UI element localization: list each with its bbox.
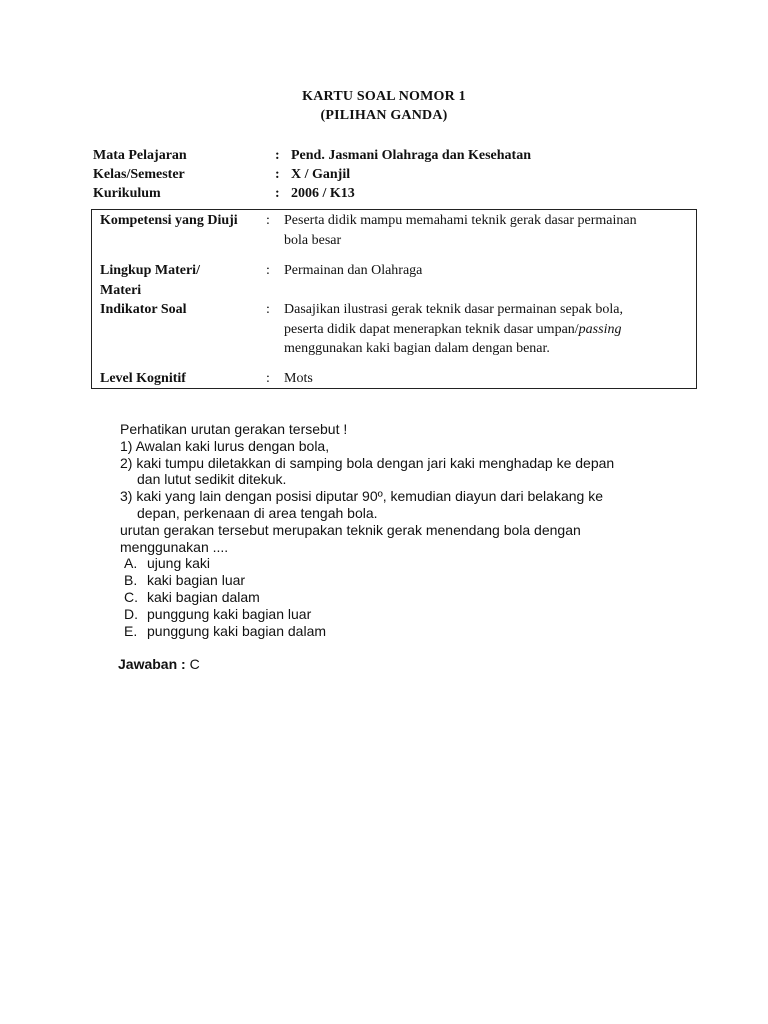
option-c: [120, 589, 680, 606]
meta-value: X / Ganjil: [291, 167, 351, 182]
level-value: Mots: [284, 371, 313, 386]
meta-label: Mata Pelajaran: [93, 148, 187, 163]
meta-value: Pend. Jasmani Olahraga dan Kesehatan: [291, 148, 531, 163]
question-stem: urutan gerakan tersebut merupakan teknik gerak menendang bola dengan: [120, 521, 581, 538]
meta-label: Kelas/Semester: [93, 167, 185, 182]
option-text: punggung kaki bagian dalam: [147, 622, 327, 639]
level-label: Level Kognitif: [100, 371, 186, 386]
answer-value: C: [189, 656, 200, 672]
question-step-2-cont: dan lutut sedikit ditekuk.: [137, 471, 287, 488]
option-a: [120, 555, 680, 572]
question-step-2: 2) kaki tumpu diletakkan di samping bola dengan jari kaki menghadap ke depan: [120, 454, 615, 471]
option-text: kaki bagian dalam: [147, 588, 260, 605]
kompetensi-value: [284, 211, 689, 250]
card-title: KARTU SOAL NOMOR 1: [302, 89, 466, 104]
question-stem-cont: menggunakan ....: [120, 538, 229, 555]
indikator-line-3: menggunakan kaki bagian dalam dengan benar.: [284, 341, 550, 356]
option-e: [120, 623, 680, 640]
kompetensi-colon: :: [266, 213, 270, 228]
meta-block: [93, 146, 653, 203]
meta-colon: :: [275, 186, 280, 201]
option-letter: C.: [124, 588, 138, 605]
question-block: [120, 421, 680, 639]
question-intro: Perhatikan urutan gerakan tersebut !: [120, 421, 348, 437]
kompetensi-label: Kompetensi yang Diuji: [100, 213, 238, 228]
indikator-value: [284, 300, 689, 359]
indikator-line-1: Dasajikan ilustrasi gerak teknik dasar permainan sepak bola,: [284, 302, 623, 317]
option-letter: A.: [124, 555, 138, 572]
meta-row-mata-pelajaran: [93, 146, 653, 165]
question-card-box: [91, 209, 697, 389]
question-step-1: 1) Awalan kaki lurus dengan bola,: [120, 437, 330, 454]
indikator-colon: :: [266, 302, 270, 317]
indikator-label: Indikator Soal: [100, 302, 187, 317]
answer-label: Jawaban :: [118, 656, 186, 672]
lingkup-label-line-1: Lingkup Materi/: [100, 263, 200, 278]
lingkup-label-line-2: Materi: [100, 282, 142, 298]
meta-label: Kurikulum: [93, 186, 161, 201]
option-text: punggung kaki bagian luar: [147, 605, 312, 622]
card-subtitle: (PILIHAN GANDA): [320, 108, 448, 123]
option-letter: E.: [124, 622, 138, 639]
option-text: ujung kaki: [147, 555, 211, 572]
meta-row-kurikulum: [93, 184, 653, 203]
answer-line: [118, 656, 200, 672]
option-letter: D.: [124, 605, 138, 622]
meta-colon: :: [275, 148, 280, 163]
meta-row-kelas-semester: [93, 165, 653, 184]
lingkup-value: Permainan dan Olahraga: [284, 263, 423, 278]
indikator-italic-passing: passing: [578, 321, 622, 337]
lingkup-colon: :: [266, 263, 270, 278]
question-step-3-cont: depan, perkenaan di area tengah bola.: [137, 504, 378, 521]
option-letter: B.: [124, 572, 138, 589]
question-step-3: 3) kaki yang lain dengan posisi diputar 90º, kemudian diayun dari belakang ke: [120, 488, 603, 505]
option-d: [120, 606, 680, 623]
meta-colon: :: [275, 167, 280, 182]
meta-value: 2006 / K13: [291, 186, 355, 201]
kompetensi-line-1: Peserta didik mampu memahami teknik gerak dasar permainan: [284, 213, 637, 228]
level-colon: :: [266, 371, 270, 386]
option-text: kaki bagian luar: [147, 572, 246, 589]
indikator-line-2: peserta didik dapat menerapkan teknik dasar umpan/: [284, 321, 579, 337]
kompetensi-line-2: bola besar: [284, 232, 342, 248]
lingkup-label: [100, 261, 260, 300]
option-b: [120, 572, 680, 589]
